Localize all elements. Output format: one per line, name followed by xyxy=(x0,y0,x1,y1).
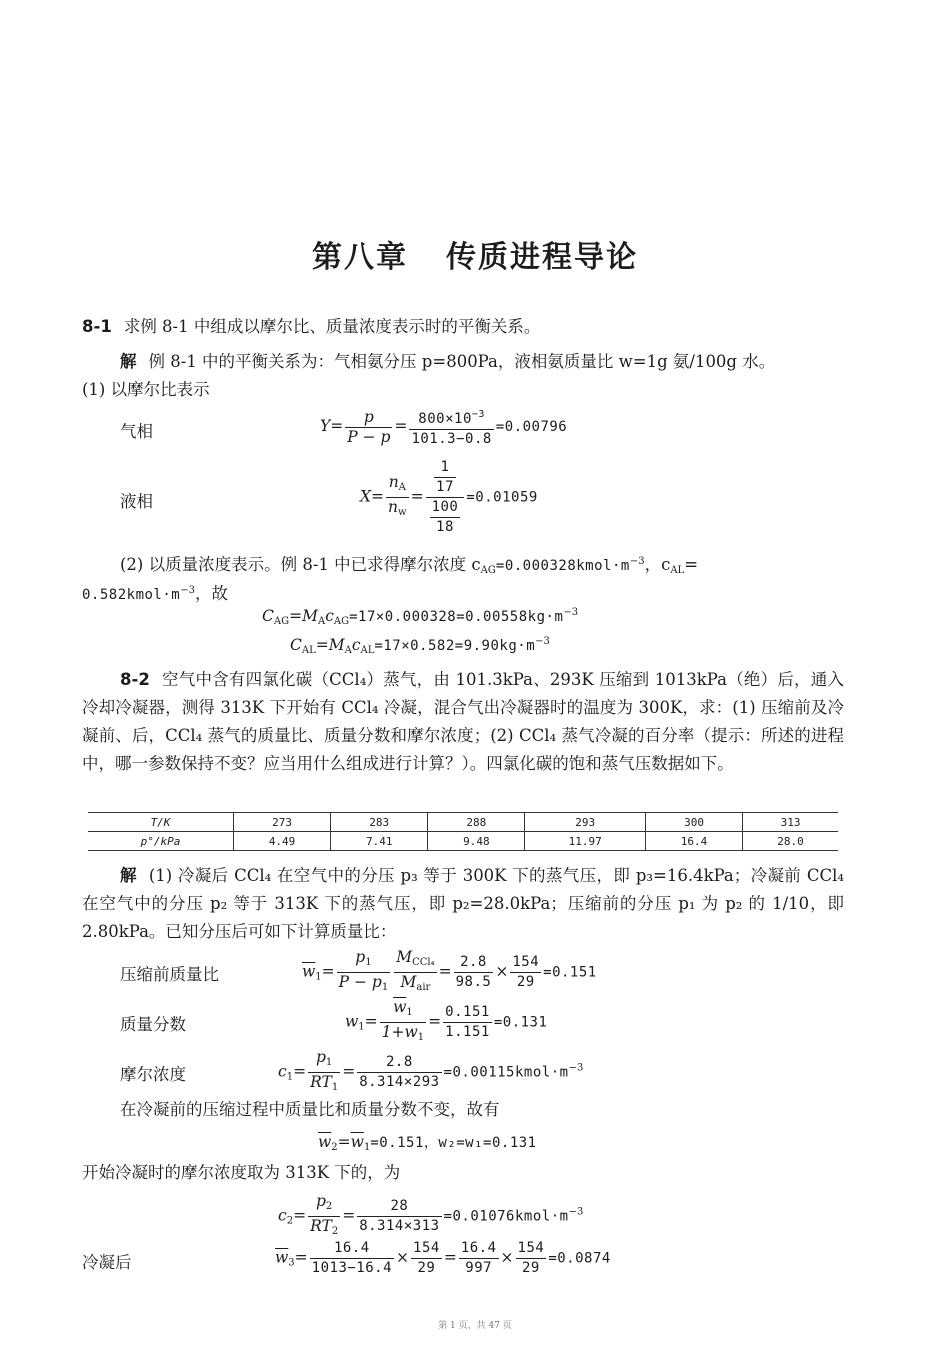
equation-c1: $c_1=$ $\frac{p_1}{RT_1}$ = $\frac{2.8}{8.314\times 293}$ $=0.00115kmol\cdot m^{-3}$ xyxy=(278,1048,583,1097)
problem-number: 8-2 xyxy=(120,670,150,689)
problem-number: 8-1 xyxy=(82,317,112,336)
equation-w2: $\overline{w}_2=\overline{w}_1=0.151$，w₂=w₁=0.131 xyxy=(318,1133,537,1153)
label-after: 冷凝后 xyxy=(82,1253,132,1272)
text-unchanged: 在冷凝前的压缩过程中质量比和质量分数不变，故有 xyxy=(120,1100,500,1119)
problem-8-1: 8-1 求例 8-1 中组成以摩尔比、质量浓度表示时的平衡关系。 xyxy=(82,317,541,336)
solution-label: 解 xyxy=(120,352,137,371)
problem-8-2: 8-2 空气中含有四氯化碳（CCl₄）蒸气，由 101.3kPa、293K 压缩到 1013kPa（绝）后，通入冷却冷凝器，测得 313K 下开始有 CCl₄ 冷凝，混合气出冷凝器时的温度为 300K，求：(1) 压缩前及冷凝前、后，CCl₄ 蒸气的质量比、质量分数和摩尔浓度；(2) CCl₄ 蒸气冷凝的百分率（提示：所述的进程中，哪一参数保持不变？应当用什么组成进行计算？）。四氯化碳的饱和蒸气压数据如下。 xyxy=(82,670,844,773)
label-mass-fraction: 质量分数 xyxy=(120,1015,186,1034)
equation-CAL: $C_{AL}=M_Ac_{AL}=17\times 0.582=9.90kg\cdot m^{-3}$ xyxy=(290,636,550,656)
solution-intro: 解 例 8-1 中的平衡关系为：气相氨分压 p=800Pa，液相氨质量比 w=1g 氨/100g 水。 xyxy=(120,352,776,371)
equation-X: X= $\frac{n_A}{n_w}$ = $\frac{\frac{1}{17}}{\frac{100}{18}}$ =0.01059 xyxy=(360,459,538,535)
liquid-phase-label: 液相 xyxy=(120,492,153,511)
equation-c2: $c_2=$ $\frac{p_2}{RT_2}$ = $\frac{28}{8.314\times 313}$ $=0.01076kmol\cdot m^{-3}$ xyxy=(278,1192,583,1241)
equation-mass-fraction: $w_1=$ $\frac{\overline{w}_1}{1+w_1}$ = $\frac{0.151}{1.151}$ =0.131 xyxy=(345,998,547,1047)
label-mass-ratio-before: 压缩前质量比 xyxy=(120,965,219,984)
equation-w1: $\overline{w}_1=$ $\frac{p_1}{P - p_1}$ $\frac{M_{CCl_4}}{M_{air}}$ = $\frac{2.8}{98.5}$ × $\frac{154}{29}$ =0.151 xyxy=(302,948,597,997)
solution-label: 解 xyxy=(120,866,137,885)
table-row: T/K 273 283 288 293 300 313 xyxy=(88,813,838,832)
page-title: 第八章 传质进程导论 xyxy=(312,240,638,275)
equation-w3: $\overline{w}_3=$ $\frac{16.4}{1013-16.4}$ × $\frac{154}{29}$ = $\frac{16.4}{997}$ × $\frac{154}{29}$ =0.0874 xyxy=(275,1240,611,1276)
gas-phase-label: 气相 xyxy=(120,422,153,441)
part2-text-line2: $0.582kmol\cdot m^{-3}$，故 xyxy=(82,584,228,603)
table-row: p°/kPa 4.49 7.41 9.48 11.97 16.4 28.0 xyxy=(88,832,838,851)
label-molar-conc: 摩尔浓度 xyxy=(120,1065,186,1084)
page-footer: 第 1 页，共 47 页 xyxy=(438,1321,512,1331)
vapor-pressure-table xyxy=(88,812,838,851)
equation-CAG: $C_{AG}=M_Ac_{AG}=17\times 0.000328=0.00558kg\cdot m^{-3}$ xyxy=(262,607,579,627)
part1-heading: (1) 以摩尔比表示 xyxy=(82,380,210,399)
solution-8-2: 解 (1) 冷凝后 CCl₄ 在空气中的分压 p₃ 等于 300K 下的蒸气压，即 p₃=16.4kPa；冷凝前 CCl₄ 在空气中的分压 p₂ 等于 313K 下的蒸气压，即 p₂=28.0kPa；压缩前的分压 p₁ 为 p₂ 的 1/10，即 2.80kPa。已知分压后可如下计算质量比： xyxy=(82,866,845,941)
text-start-condense: 开始冷凝时的摩尔浓度取为 313K 下的，为 xyxy=(82,1163,401,1182)
part2-text: (2) 以质量浓度表示。例 8-1 中已求得摩尔浓度 $c_{AG}=0.000328kmol\cdot m^{-3}$，$c_{AL}=$ xyxy=(120,555,699,576)
equation-Y: Y= $\frac{p}{P - p}$ = $\frac{800\times 10^{-3}}{101.3-0.8}$ =0.00796 xyxy=(320,407,568,447)
